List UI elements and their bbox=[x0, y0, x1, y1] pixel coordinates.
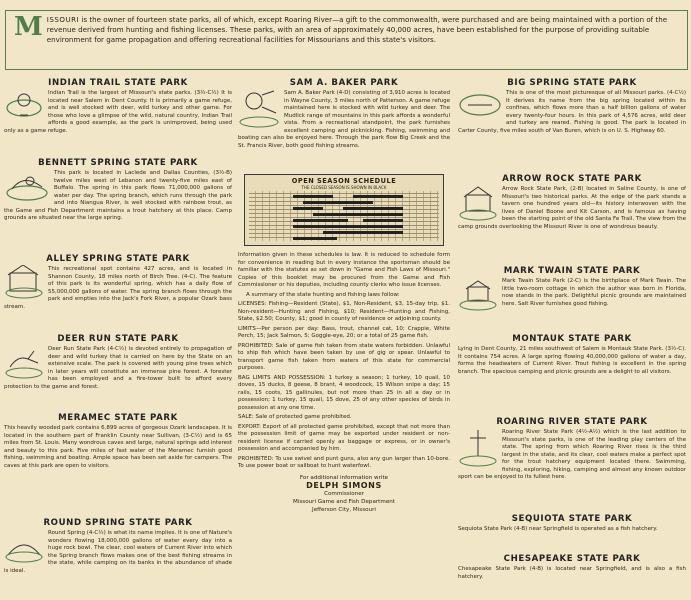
indian-trail-badge-icon bbox=[4, 91, 44, 121]
big-spring-badge-icon bbox=[458, 89, 502, 121]
schedule-bars bbox=[293, 193, 403, 237]
schedule-title: OPEN SEASON SCHEDULE bbox=[291, 177, 397, 185]
section-title: SEQUIOTA STATE PARK bbox=[511, 514, 633, 524]
section-title: SAM A. BAKER PARK bbox=[289, 78, 399, 88]
section-body: Chesapeake State Park (4-B) is located near Springfield, and is also a fish hatchery. bbox=[458, 566, 686, 580]
section-chesapeake bbox=[458, 554, 686, 581]
contact-line4: Missouri Game and Fish Department bbox=[293, 498, 395, 505]
section-title: MARK TWAIN STATE PARK bbox=[503, 266, 641, 276]
contact-line3: Commissioner bbox=[324, 490, 364, 497]
section-body: Arrow Rock State Park, (2-B) located in Saline County, is one of Missouri's two historical parks. At the edge of the park stands a tavern one hundred years old—its history interwoven with the lives of Daniel Boone and Kit Carson, and is famous as having been the starting point of the old Santa Fe Trail. The view from the camp grounds overlooking the Missouri River is one of wondrous beauty. bbox=[458, 186, 686, 230]
roaring-river-badge-icon bbox=[458, 428, 498, 468]
round-spring-badge-icon bbox=[4, 529, 44, 563]
section-title: MERAMEC STATE PARK bbox=[58, 413, 178, 423]
section-title: ALLEY SPRING STATE PARK bbox=[46, 254, 190, 264]
arrow-rock-badge-icon bbox=[458, 185, 498, 221]
intro-text: is the owner of fourteen state parks, all of which, except Roaring River—a gift to the commonwealth, were purchased and are being maintained with a portion of the revenue derived from hunting and fishing licenses. These parks, with an area of approximately 40,000 acres, have been established for the purpose of providing suitable environment for game propagation and offering recreational facilities for Missourians and this state's visitors. bbox=[46, 15, 668, 44]
section-title: INDIAN TRAIL STATE PARK bbox=[48, 78, 188, 88]
deer-run-badge-icon bbox=[4, 345, 44, 379]
contact-block bbox=[238, 474, 450, 514]
laws-intro: Information given in these schedules is law. It is reduced to schedule form for convenience in reading but in every instance the sportsman should be familiar with the statutes as set down in "Game and Fish Laws of Missouri." Copies of this booklet may be procured from the Game and Fish Commissioner or his deputies, including county clerks who issue licenses. bbox=[238, 252, 450, 288]
laws-prohibited-guns: PROHIBITED: To use swivel and punt guns, also any gun larger than 10-bore. To use power boat or sailboat to hunt waterfowl. bbox=[238, 455, 450, 469]
section-body: Round Spring (4-C½) is what its name implies. It is one of Nature's wonders flowing 18,000,000 gallons of water every day into a huge rock bowl. The clear, cool waters of Current River into which the Spring branch flows makes one of the best fishing streams in the state, while camping on its banks in the abundance of shade is ideal. bbox=[4, 530, 232, 574]
section-sequiota bbox=[458, 514, 686, 534]
section-title: BIG SPRING STATE PARK bbox=[507, 78, 637, 88]
column-left bbox=[4, 74, 232, 600]
section-indian-trail bbox=[4, 78, 232, 135]
section-body: Mark Twain State Park (2-C) is the birthplace of Mark Twain. The little two-room cottage in which the author was born in Florida, now stands in the park. Delightful picnic grounds are maintained here. Salt River furnishes good fishing. bbox=[502, 278, 686, 307]
column-center bbox=[238, 74, 450, 600]
section-title: ROARING RIVER STATE PARK bbox=[496, 417, 648, 427]
section-deer-run bbox=[4, 334, 232, 391]
section-body: Lying in Dent County, 21 miles southwest of Salem is Montauk State Park. (3½-C). It contains 754 acres. A large spring flowing 40,000,000 gallons of water a day, forms the headwaters of Current River. Trout fishing is excellent in the spring branch. The spacious camping and picnic grounds are a delight to all visitors. bbox=[458, 346, 686, 375]
section-montauk bbox=[458, 334, 686, 376]
laws-export: EXPORT: Export of all protected game prohibited, except that not more than the possession limit of game may be exported under resident or non-resident license if carried openly as baggage or express, or in owner's possession and accompanied by him. bbox=[238, 423, 450, 452]
section-body: This park is located in Laclede and Dallas Counties, (3½-B) twelve miles west of Lebanon and twenty-five miles east of Buffalo. The spring in this park flows 71,000,000 gallons of water per day. The spring branch, which runs through the park and into Niangua River, is well stocked with rainbow trout, as the Game and Fish Department maintains a trout hatchery at this place. Camp grounds are situated near the large spring. bbox=[4, 170, 232, 221]
bennett-spring-badge-icon bbox=[4, 169, 50, 205]
laws-licenses: LICENSES: Fishing—Resident (State), $1, Non-Resident, $3, 15-day trip, $1. Non-resident—Hunting and Fishing, $10; Resident—Hunting and Fishing, State, $2.50; County, $1; good in county of residence or adjoining county. bbox=[238, 301, 450, 322]
contact-name: DELPH SIMONS bbox=[306, 480, 382, 490]
sam-baker-badge-icon bbox=[238, 89, 280, 129]
section-roaring-river bbox=[458, 417, 686, 482]
section-arrow-rock bbox=[458, 174, 686, 231]
schedule-subtitle: THE CLOSED SEASON IS SHOWN IN BLACK bbox=[301, 185, 387, 190]
laws-limits: LIMITS—Per person per day: Bass, trout, channel cat, 10; Crappie, White Perch, 15; Jack Salmon, 5; Goggle-eye, 20; or a total of 25 game fish. bbox=[238, 325, 450, 339]
section-body: This is one of the most picturesque of all Missouri parks. (4-C½) It derives its name from the big spring located within its confines, which flows more than a half billion gallons of water every twenty-four hours. In this park of 4,576 acres, wild deer and turkey are reared. Fishing is good. The park is located in Carter County, five miles south of Van Buren, which is on U. S. Highway 60. bbox=[458, 90, 686, 134]
section-round-spring bbox=[4, 518, 232, 575]
section-body: Sequiota State Park (4-B) near Springfield is operated as a fish hatchery. bbox=[458, 526, 658, 532]
section-big-spring bbox=[458, 78, 686, 135]
intro-box bbox=[5, 10, 688, 70]
contact-line5: Jefferson City, Missouri bbox=[312, 506, 376, 513]
section-body: Indian Trail is the largest of Missouri's state parks. (3½-C½) It is located near Salem in Dent County. It is primarily a game refuge, and is well stocked with deer, wild turkey and other game. For those who love a glimpse of the wild, natural country, Indian Trail affords a good example, as the park is unimproved, being used only as a game refuge. bbox=[4, 90, 232, 134]
section-title: MONTAUK STATE PARK bbox=[512, 334, 632, 344]
section-bennett-spring bbox=[4, 158, 232, 223]
laws-bag-limits: BAG LIMITS AND POSSESSION: 1 turkey a season; 1 turkey, 10 quail, 10 doves, 15 ducks, 8 geese, 8 brant, 4 woodcock, 15 Wilson snipe a day; 15 rails, 15 coots, 15 gallinules, but not more than 25 in all a day or in possession; 1 turkey, 15 quail, 15 dove, 25 of any other species of birds in possession at any one time. bbox=[238, 374, 450, 411]
intro-caps: ISSOURI bbox=[46, 15, 80, 24]
section-laws bbox=[238, 250, 450, 514]
section-title: ROUND SPRING STATE PARK bbox=[43, 518, 193, 528]
schedule-grid bbox=[249, 191, 439, 241]
section-body: Roaring River State Park (4½-A½) which is the last addition to Missouri's state parks, is one of the leading play centers of the state. The spring from which Roaring River rises is the third largest in the state, and its clear, cool waters make a perfect spot for the trout hatchery equipment located there. Swimming, fishing, exploring, hiking, camping and almost any known outdoor sport can be enjoyed to its fullest here. bbox=[458, 429, 686, 480]
section-title: BENNETT SPRING STATE PARK bbox=[38, 158, 198, 168]
section-mark-twain bbox=[458, 266, 686, 312]
section-alley-spring bbox=[4, 254, 232, 311]
open-season-schedule bbox=[244, 174, 444, 246]
section-body: Sam A. Baker Park (4-D) consisting of 3,910 acres is located in Wayne County, 3 miles north of Patterson. A game refuge maintained here is stocked with wild turkey and deer. The Mudlick range of mountains in this park affords a wonderful vista. From a recreational standpoint, the park furnishes excellent camping and picknicking. Fishing, swimming and boating can also be enjoyed here. Through the park flow Big Creek and the St. Francis River, both good fishing streams. bbox=[238, 90, 450, 149]
section-sam-baker bbox=[238, 78, 450, 150]
laws-sale: SALE: Sale of protected game prohibited. bbox=[238, 414, 352, 420]
section-title: ARROW ROCK STATE PARK bbox=[502, 174, 642, 184]
section-body: This heavily wooded park contains 6,899 acres of gorgeous Ozark landscapes. It is located in the southern part of Franklin County near Sullivan, (3-C½) and is 65 miles from St. Louis. Many wondrous caves and large, natural springs add interest and beauty to this park. Five miles of fast water of the Meramec furnish good fishing, swimming and boating. Ample space has been set aside for campers. The caves at this park are open to visitors. bbox=[4, 425, 232, 469]
intro-drop-cap: M bbox=[14, 12, 43, 42]
column-right bbox=[458, 74, 686, 600]
contact-line1: For additional information write bbox=[299, 474, 389, 481]
laws-prohibited: PROHIBITED: Sale of game fish taken from state waters forbidden. Unlawful to ship fish which have been taken by use of gig or spear. Unlawful to transport game fish taken from waters of this state for commercial purposes. bbox=[238, 342, 450, 371]
section-title: DEER RUN STATE PARK bbox=[57, 334, 179, 344]
alley-spring-badge-icon bbox=[4, 265, 44, 299]
mark-twain-badge-icon bbox=[458, 277, 498, 311]
laws-summary: A summary of the state hunting and fishing laws follow: bbox=[246, 291, 400, 298]
section-meramec bbox=[4, 413, 232, 470]
section-body: Deer Run State Park (4-C½) is devoted entirely to propagation of deer and wild turkey that is carried on here by the State on an extensive scale. The park is covered with young pine trees which in later years will constitute an immense pine forest. A forester has been employed and a fire-tower built to afford every protection to the game and forest. bbox=[4, 346, 232, 390]
section-body: This recreational spot contains 427 acres, and is located in Shannon County, 18 miles north of Birch Tree. (4-C). The feature of this park is its wonderful spring, which has a daily flow of 55,000,000 gallons of water. The spring branch flows through the park and empties into the Jack's Fork River, a popular Ozark bass stream. bbox=[4, 266, 232, 310]
section-title: CHESAPEAKE STATE PARK bbox=[503, 554, 641, 564]
